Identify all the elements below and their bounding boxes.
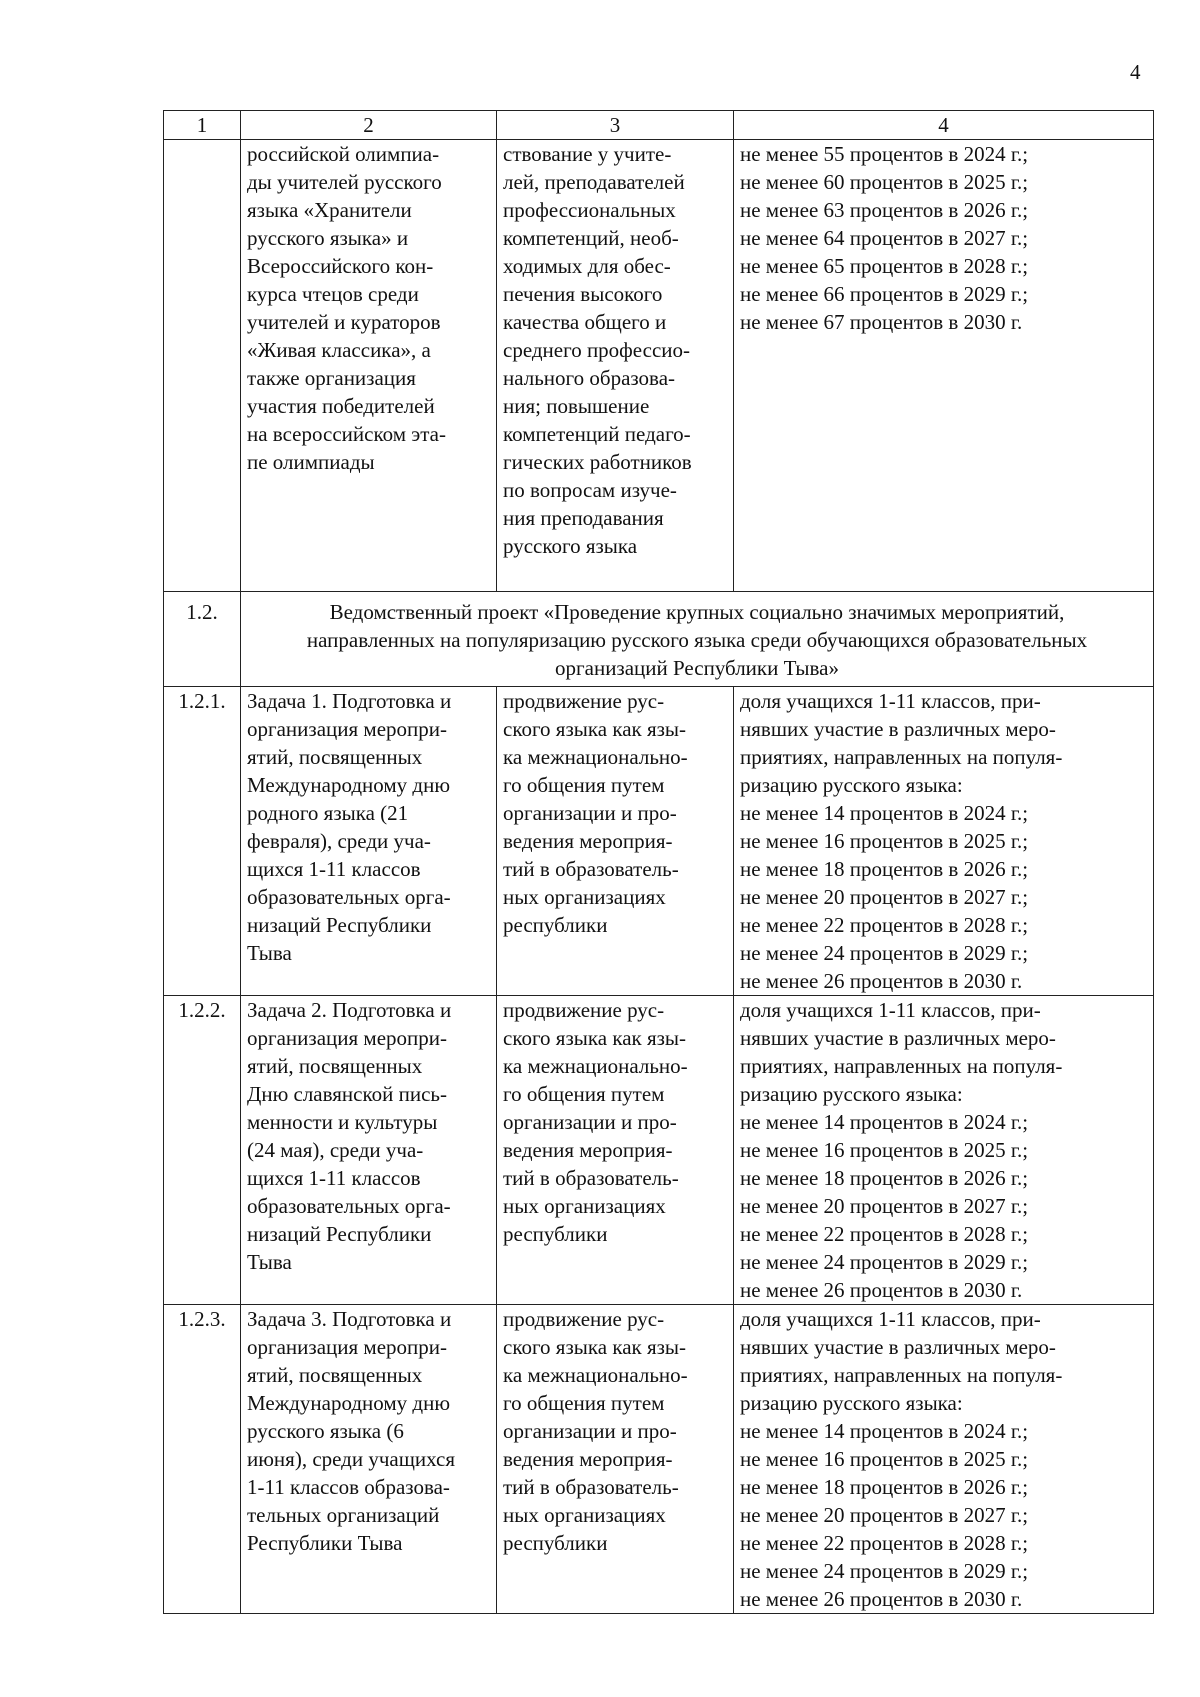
continuation-result-cell: ствование у учите- лей, преподавателей профессиональных компетенций, необ- ходимых для обес- печения высокого качества общего и среднего профессио- нального образова- ния; повышение компетенций педаго- гических работников по вопросам изуче- ния преподавания русского языка bbox=[497, 140, 734, 592]
task-indicator: доля учащихся 1-11 классов, при- нявших участие в различных меро- приятиях, направленных на популя- ризацию русского языка: не менее 14 процентов в 2024 г.; не менее 16 процентов в 2025 г.; не менее 18 процентов в 2026 г.; не менее 20 процентов в 2027 г.; не менее 22 процентов в 2028 г.; не менее 24 процентов в 2029 г.; не менее 26 процентов в 2030 г. bbox=[734, 687, 1154, 996]
task-description: Задача 1. Подготовка и организация меропри- ятий, посвященных Международному дню родного языка (21 февраля), среди уча- щихся 1-11 классов образовательных орга- низаций Республики Тыва bbox=[241, 687, 497, 996]
task-description: Задача 2. Подготовка и организация меропри- ятий, посвященных Дню славянской пись- менности и культуры (24 мая), среди уча- щихся 1-11 классов образовательных орга- низаций Республики Тыва bbox=[241, 996, 497, 1305]
task-result: продвижение рус- ского языка как язы- ка межнационально- го общения путем организации и про- ведения мероприя- тий в образователь- ных организациях республики bbox=[497, 996, 734, 1305]
section-row bbox=[164, 592, 1154, 687]
section-number: 1.2. bbox=[164, 592, 241, 687]
header-cell-1: 1 bbox=[164, 111, 241, 140]
task-description: Задача 3. Подготовка и организация меропри- ятий, посвященных Международному дню русского языка (6 июня), среди учащихся 1-11 классов образова- тельных организаций Республики Тыва bbox=[241, 1305, 497, 1614]
section-title: Ведомственный проект «Проведение крупных социально значимых мероприятий, направленных на популяризацию русского языка среди обучающихся образовательных организаций Республики Тыва» bbox=[241, 592, 1154, 687]
task-indicator: доля учащихся 1-11 классов, при- нявших участие в различных меро- приятиях, направленных на популя- ризацию русского языка: не менее 14 процентов в 2024 г.; не менее 16 процентов в 2025 г.; не менее 18 процентов в 2026 г.; не менее 20 процентов в 2027 г.; не менее 22 процентов в 2028 г.; не менее 24 процентов в 2029 г.; не менее 26 процентов в 2030 г. bbox=[734, 996, 1154, 1305]
task-number: 1.2.2. bbox=[164, 996, 241, 1305]
task-result: продвижение рус- ского языка как язы- ка межнационально- го общения путем организации и про- ведения мероприя- тий в образователь- ных организациях республики bbox=[497, 1305, 734, 1614]
continuation-task-cell: российской олимпиа- ды учителей русского языка «Хранители русского языка» и Всероссийского кон- курса чтецов среди учителей и кураторов «Живая классика», а также организация участия победителей на всероссийском эта- пе олимпиады bbox=[241, 140, 497, 592]
continuation-number-cell bbox=[164, 140, 241, 592]
program-table bbox=[163, 110, 1154, 1614]
task-indicator: доля учащихся 1-11 классов, при- нявших участие в различных меро- приятиях, направленных на популя- ризацию русского языка: не менее 14 процентов в 2024 г.; не менее 16 процентов в 2025 г.; не менее 18 процентов в 2026 г.; не менее 20 процентов в 2027 г.; не менее 22 процентов в 2028 г.; не менее 24 процентов в 2029 г.; не менее 26 процентов в 2030 г. bbox=[734, 1305, 1154, 1614]
task-row bbox=[164, 1305, 1154, 1614]
continuation-indicator-cell: не менее 55 процентов в 2024 г.; не менее 60 процентов в 2025 г.; не менее 63 процентов в 2026 г.; не менее 64 процентов в 2027 г.; не менее 65 процентов в 2028 г.; не менее 66 процентов в 2029 г.; не менее 67 процентов в 2030 г. bbox=[734, 140, 1154, 592]
continuation-row bbox=[164, 140, 1154, 592]
task-result: продвижение рус- ского языка как язы- ка межнационально- го общения путем организации и про- ведения мероприя- тий в образователь- ных организациях республики bbox=[497, 687, 734, 996]
page-number: 4 bbox=[1130, 60, 1141, 84]
table-header-row bbox=[164, 111, 1154, 140]
header-cell-2: 2 bbox=[241, 111, 497, 140]
task-row bbox=[164, 996, 1154, 1305]
task-number: 1.2.1. bbox=[164, 687, 241, 996]
task-number: 1.2.3. bbox=[164, 1305, 241, 1614]
header-cell-4: 4 bbox=[734, 111, 1154, 140]
header-cell-3: 3 bbox=[497, 111, 734, 140]
task-row bbox=[164, 687, 1154, 996]
